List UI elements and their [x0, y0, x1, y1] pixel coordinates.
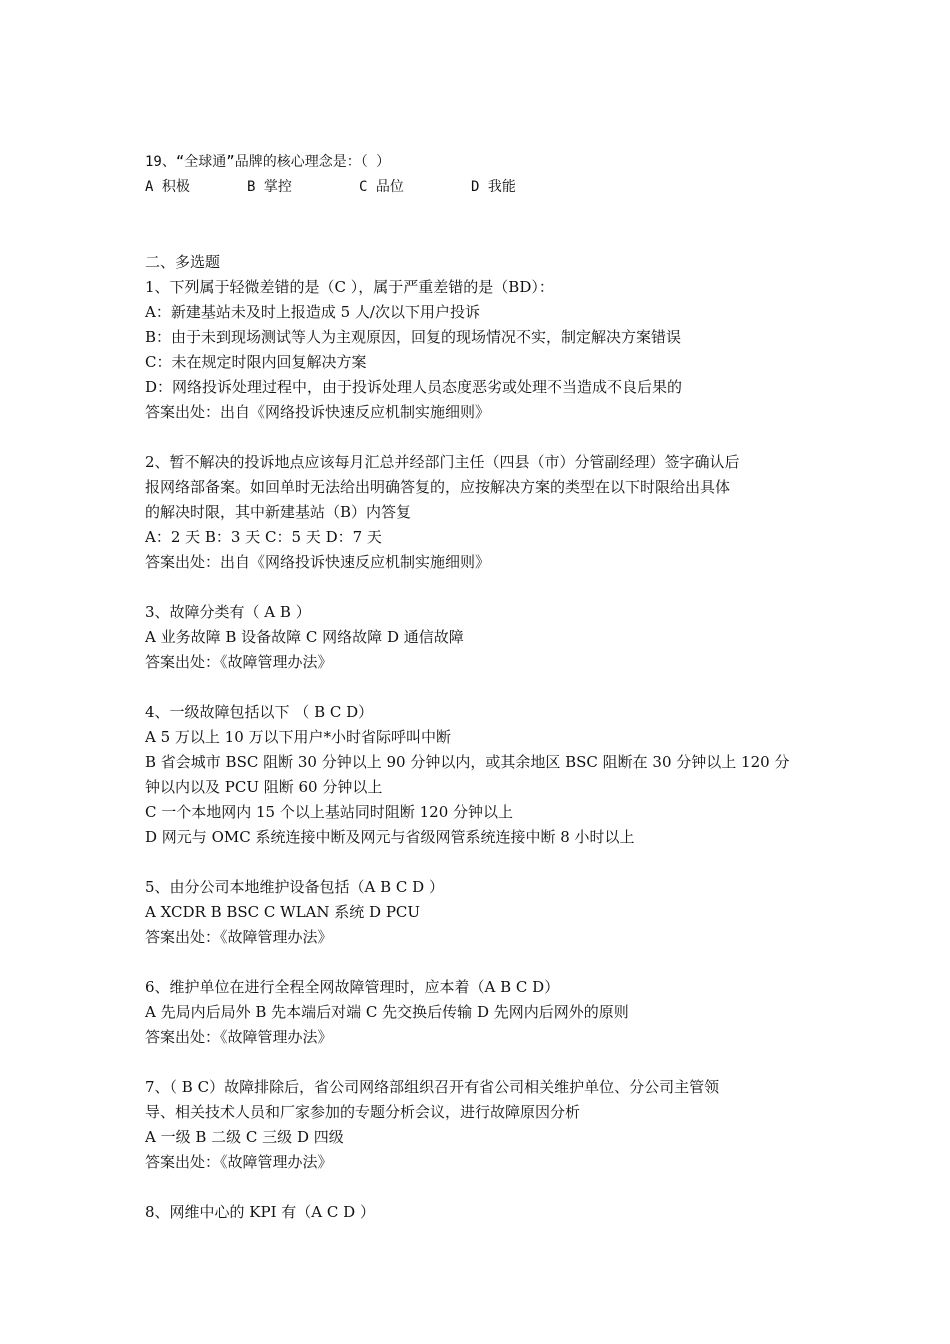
question-19-option-b: B 掌控	[247, 179, 292, 195]
question-line: 答案出处：《故障管理办法》	[145, 928, 333, 946]
question-line: B：由于未到现场测试等人为主观原因，回复的现场情况不实，制定解决方案错误	[145, 328, 682, 346]
question-19-option-d: D 我能	[471, 179, 516, 195]
question-block	[145, 975, 815, 1050]
question-stem: 2、暂不解决的投诉地点应该每月汇总并经部门主任（四县（市）分管副经理）签字确认后	[145, 453, 740, 471]
question-stem: 8、网维中心的 KPI 有（A C D ）	[145, 1203, 375, 1221]
question-line: 答案出处：《故障管理办法》	[145, 1028, 333, 1046]
question-line: A 先局内后局外 B 先本端后对端 C 先交换后传输 D 先网内后网外的原则	[145, 1003, 629, 1021]
question-block	[145, 275, 815, 425]
question-block	[145, 1075, 815, 1175]
question-line: C 一个本地网内 15 个以上基站同时阻断 120 分钟以上	[145, 803, 514, 821]
question-line: A：新建基站未及时上报造成 5 人/次以下用户投诉	[145, 303, 480, 321]
question-line: D：网络投诉处理过程中，由于投诉处理人员态度恶劣或处理不当造成不良后果的	[145, 378, 683, 396]
question-line: D 网元与 OMC 系统连接中断及网元与省级网管系统连接中断 8 小时以上	[145, 828, 635, 846]
question-line: A 5 万以上 10 万以下用户*小时省际呼叫中断	[145, 728, 452, 746]
question-line: B 省会城市 BSC 阻断 30 分钟以上 90 分钟以内，或其余地区 BSC 阻断在 30 分钟以上 120 分	[145, 753, 790, 771]
question-19-text: 19、“全球通”品牌的核心理念是：（ ）	[145, 154, 391, 170]
question-stem: 4、一级故障包括以下 （ B C D）	[145, 703, 374, 721]
question-line: A：2 天 B：3 天 C：5 天 D：7 天	[145, 528, 382, 546]
question-line: 钟以内以及 PCU 阻断 60 分钟以上	[145, 778, 383, 796]
question-block	[145, 600, 815, 675]
question-block	[145, 450, 815, 575]
question-line: 答案出处：出自《网络投诉快速反应机制实施细则》	[145, 403, 491, 421]
question-block	[145, 1200, 815, 1225]
question-block	[145, 700, 815, 850]
question-line: 导、相关技术人员和厂家参加的专题分析会议，进行故障原因分析	[145, 1103, 581, 1121]
question-stem: 3、故障分类有（ A B ）	[145, 603, 311, 621]
section-title: 二、多选题	[145, 253, 221, 271]
question-stem: 7、（ B C）故障排除后，省公司网络部组织召开有省公司相关维护单位、分公司主管领	[145, 1078, 720, 1096]
question-line: A 一级 B 二级 C 三级 D 四级	[145, 1128, 344, 1146]
question-list	[145, 275, 815, 1225]
question-line: A 业务故障 B 设备故障 C 网络故障 D 通信故障	[145, 628, 464, 646]
question-line: 的解决时限，其中新建基站（B）内答复	[145, 503, 412, 521]
document-content	[145, 150, 815, 1225]
question-line: 答案出处：《故障管理办法》	[145, 1153, 333, 1171]
question-block	[145, 875, 815, 950]
question-19-option-c: C 品位	[359, 179, 404, 195]
question-19-options	[145, 175, 815, 200]
question-line: 答案出处：《故障管理办法》	[145, 653, 333, 671]
question-line: A XCDR B BSC C WLAN 系统 D PCU	[145, 903, 421, 921]
question-19-option-a: A 积极	[145, 179, 190, 195]
question-stem: 5、由分公司本地维护设备包括（A B C D ）	[145, 878, 444, 896]
question-line: C：未在规定时限内回复解决方案	[145, 353, 367, 371]
question-stem: 1、下列属于轻微差错的是（C ），属于严重差错的是（BD）：	[145, 278, 554, 296]
question-stem: 6、维护单位在进行全程全网故障管理时，应本着（A B C D）	[145, 978, 560, 996]
question-line: 答案出处：出自《网络投诉快速反应机制实施细则》	[145, 553, 491, 571]
question-line: 报网络部备案。如回单时无法给出明确答复的，应按解决方案的类型在以下时限给出具体	[145, 478, 731, 496]
